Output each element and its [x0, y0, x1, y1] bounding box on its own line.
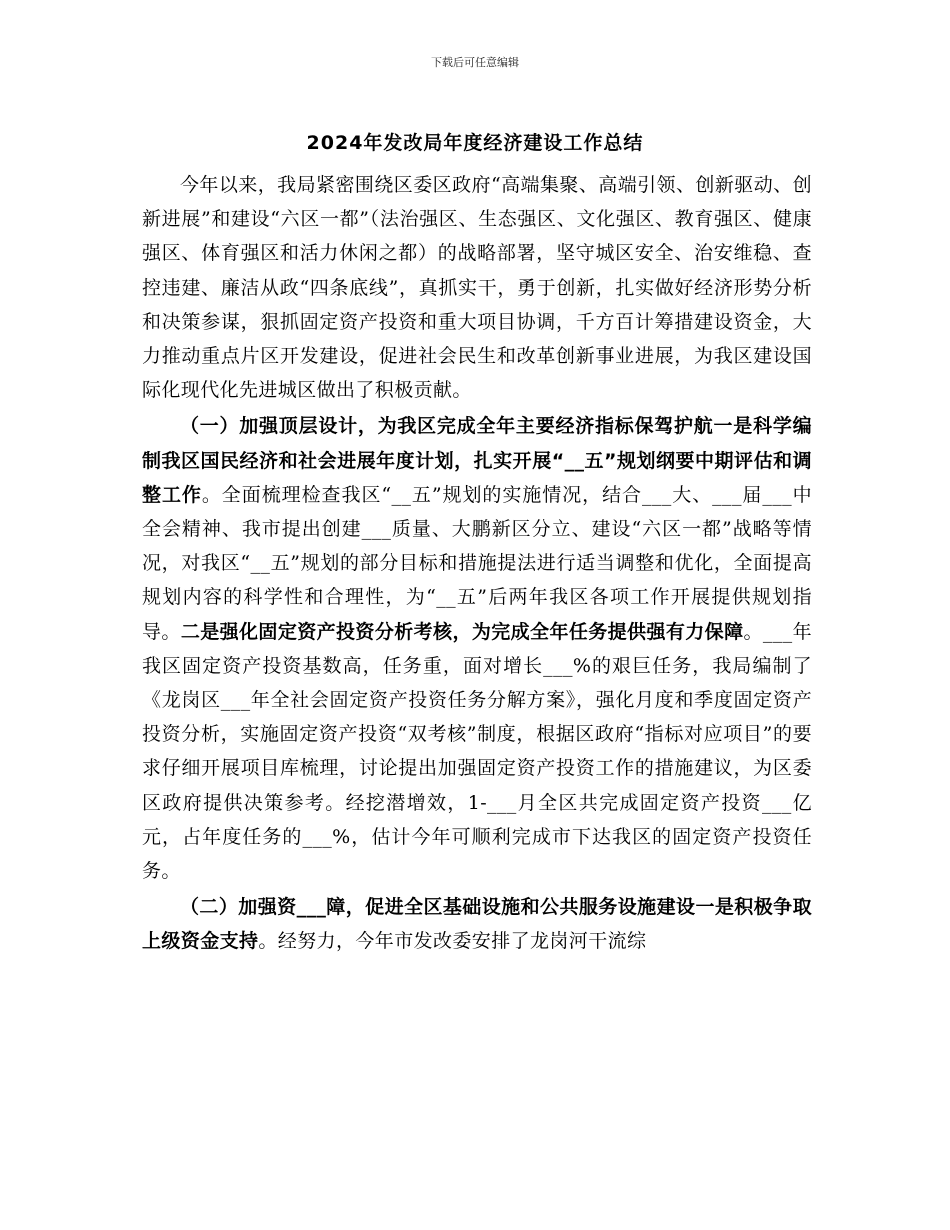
paragraph-section-2 — [142, 890, 812, 958]
page-header: 下载后可任意编辑 — [431, 56, 519, 69]
bold-heading: （一）加强顶层设计，为我区完成全年主要经济指标保驾护航一是科学编制我区国民经济和社会进展年度计划，扎实开展“__五”规划纲要中期评估和调整工作 — [142, 415, 812, 506]
paragraph-intro: 今年以来，我局紧密围绕区委区政府“高端集聚、高端引领、创新驱动、创新进展”和建设“六区一都”（法治强区、生态强区、文化强区、教育强区、健康强区、体育强区和活力休闲之都）的战略部署，坚守城区安全、治安维稳、查控违建、廉洁从政“四条底线”，真抓实干，勇于创新，扎实做好经济形势分析和决策参谋，狠抓固定资产投资和重大项目协调，千方百计筹措建设资金，大力推动重点片区开发建设，促进社会民生和改革创新事业进展，为我区建设国际化现代化先进城区做出了积极贡献。 — [142, 174, 812, 402]
bold-heading: 二是强化固定资产投资分析考核，为完成全年任务提供强有力保障 — [180, 620, 744, 643]
document-title: 2024年发改局年度经济建设工作总结 — [306, 132, 644, 154]
document-body — [142, 168, 812, 959]
paragraph-text: 。___年我区固定资产投资基数高，任务重，面对增长___%的艰巨任务，我局编制了《龙岗区___年全社会固定资产投资任务分解方案》，强化月度和季度固定资产投资分析，实施固定资产投资“双考核”制度，根据区政府“指标对应项目”的要求仔细开展项目库梳理，讨论提出加强固定资产投资工作的措施建议，为区委区政府提供决策参考。经挖潜增效，1-___月全区共完成固定资产投资___亿元，占年度任务的___%，估计今年可顺利完成市下达我区的固定资产投资任务。 — [142, 620, 812, 883]
paragraph-text: 。全面梳理检查我区“__五”规划的实施情况，结合___大、___届___中全会精神、我市提出创建___质量、大鹏新区分立、建设“六区一都”战略等情况，对我区“__五”规划的部分目标和措施提法进行适当调整和优化，全面提高规划内容的科学性和合理性，为“__五”后两年我区各项工作开展提供规划指导。 — [142, 483, 812, 643]
paragraph-section-1 — [142, 409, 812, 888]
bold-heading: （二）加强资___障，促进全区基础设施和公共服务设施建设一是积极争取上级资金支持 — [142, 896, 812, 953]
paragraph-text: 。经努力，今年市发改委安排了龙岗河干流综 — [258, 930, 647, 953]
